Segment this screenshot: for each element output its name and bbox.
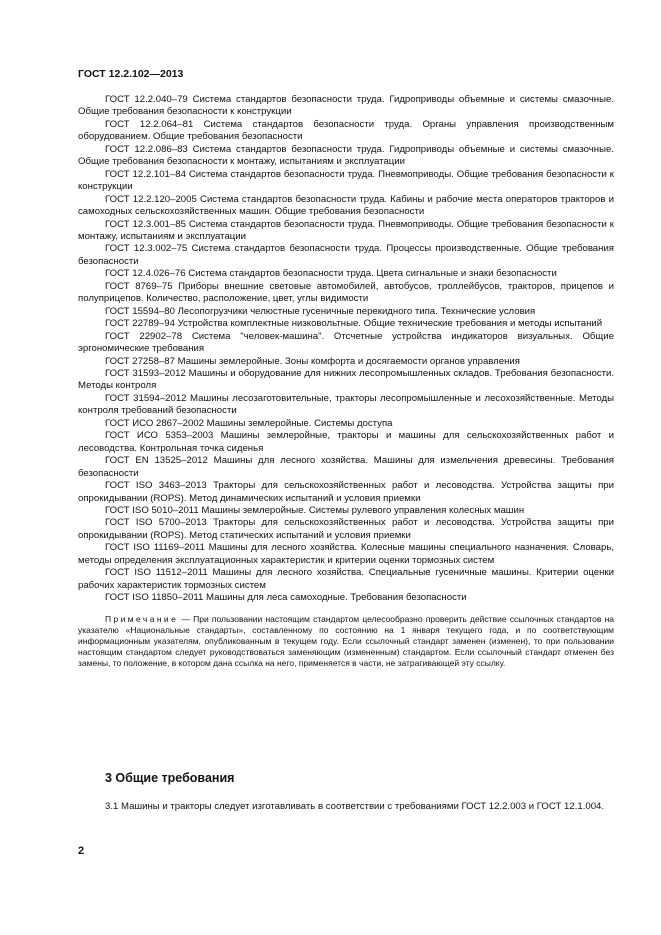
- reference-item: ГОСТ ИСО 5353–2003 Машины землеройные, тракторы и машины для сельскохозяйственных работ и лесоводства. Контрольная точка сиденья: [78, 430, 614, 454]
- reference-item: ГОСТ 12.2.064–81 Система стандартов безопасности труда. Органы управления производственным оборудованием. Общие требования безопасности: [78, 118, 614, 143]
- reference-item: ГОСТ ISO 11850–2011 Машины для леса самоходные. Требования безопасности: [105, 592, 467, 604]
- reference-item: ГОСТ ISO 5700–2013 Тракторы для сельскохозяйственных работ и лесоводства. Устройства защиты при опрокидывании (ROPS). Метод статических испытаний и условия приемки: [78, 517, 614, 541]
- reference-item: ГОСТ ISO 3463–2013 Тракторы для сельскохозяйственных работ и лесоводства. Устройства защиты при опрокидывании (ROPS). Метод динамических испытаний и условия приемки: [78, 480, 614, 504]
- section-heading: 3 Общие требования: [105, 771, 235, 785]
- note-label: Примечание: [105, 613, 179, 624]
- page-header-doc-id: ГОСТ 12.2.102—2013: [78, 68, 184, 80]
- reference-item: ГОСТ 22789–94 Устройства комплектные низковольтные. Общие технические требования и методы испытаний: [105, 318, 603, 330]
- reference-item: ГОСТ 12.2.086–83 Система стандартов безопасности труда. Гидроприводы объемные и системы смазочные. Общие требования безопасности к монтажу, испытаниям и эксплуатации: [78, 143, 614, 168]
- reference-item: ГОСТ ИСО 2867–2002 Машины землеройные. Системы доступа: [105, 417, 393, 429]
- reference-item: ГОСТ 12.2.101–84 Система стандартов безопасности труда. Пневмоприводы. Общие требования безопасности к конструкции: [78, 168, 614, 193]
- reference-item: ГОСТ 12.2.040–79 Система стандартов безопасности труда. Гидроприводы объемные и системы смазочные. Общие требования безопасности к конструкции: [78, 94, 614, 118]
- reference-item: ГОСТ ISO 11512–2011 Машины для лесного хозяйства. Специальные гусеничные машины. Критерии оценки рабочих характеристик тормозных систем: [78, 567, 614, 591]
- reference-item: ГОСТ 22902–78 Система "человек-машина". Отсчетные устройства индикаторов визуальных. Общие эргономические требования: [78, 330, 614, 355]
- normative-references: [78, 94, 614, 669]
- reference-item: ГОСТ 8769–75 Приборы внешние световые автомобилей, автобусов, троллейбусов, тракторов, прицепов и полуприцепов. Количество, расположение, цвет, углы видимости: [78, 280, 614, 305]
- page-number: 2: [78, 845, 85, 857]
- reference-item: ГОСТ 12.4.026–76 Система стандартов безопасности труда. Цвета сигнальные и знаки безопасности: [105, 268, 557, 280]
- reference-item: ГОСТ 12.2.120–2005 Система стандартов безопасности труда. Кабины и рабочие места операторов тракторов и самоходных сельскохозяйственных машин. Общие требования безопасности: [78, 193, 614, 218]
- reference-item: ГОСТ 27258–87 Машины землеройные. Зоны комфорта и досягаемости органов управления: [105, 355, 520, 367]
- reference-item: ГОСТ 31594–2012 Машины лесозаготовительные, тракторы лесопромышленные и лесохозяйственные. Методы контроля требований безопасности: [78, 392, 614, 417]
- reference-item: ГОСТ ISO 11169–2011 Машины для лесного хозяйства. Колесные машины специального назначения. Словарь, методы определения эксплуатационных характеристик и критерии оценки тормозных систем: [78, 542, 614, 566]
- reference-item: ГОСТ 31593–2012 Машины и оборудование для нижних лесопромышленных складов. Требования безопасности. Методы контроля: [78, 367, 614, 392]
- reference-item: ГОСТ 12.3.002–75 Система стандартов безопасности труда. Процессы производственные. Общие требования безопасности: [78, 243, 614, 267]
- reference-item: ГОСТ 12.3.001–85 Система стандартов безопасности труда. Пневмоприводы. Общие требования безопасности к монтажу, испытаниям и эксплуатации: [78, 218, 614, 242]
- note-text: — При пользовании настоящим стандартом целесообразно проверить действие ссылочных стандартов на указателю «Национальные стандарты», составленному по состоянию на 1 января текущего года, и по соответствующим информационным указателям, опубликованным в текущем году. Если ссылочный стандарт заменен (изменен), то при пользовании настоящим стандартом следует руководствоваться заменяющим (измененным) стандартом. Если ссылочный стандарт отменен без замены, то положение, в котором дана ссылка на него, применяется в части, не затрагивающей эту ссылку.: [78, 613, 614, 668]
- reference-item: ГОСТ ISO 5010–2011 Машины землеройные. Системы рулевого управления колесных машин: [105, 504, 525, 516]
- reference-item: ГОСТ EN 13525–2012 Машины для лесного хозяйства. Машины для измельчения древесины. Требования безопасности: [78, 455, 614, 479]
- reference-item: ГОСТ 15594–80 Лесопогрузчики челюстные гусеничные перекидного типа. Технические условия: [105, 305, 536, 317]
- note-paragraph: [78, 614, 614, 669]
- section-body: 3.1 Машины и тракторы следует изготавливать в соответствии с требованиями ГОСТ 12.2.003 и ГОСТ 12.1.004.: [105, 801, 605, 812]
